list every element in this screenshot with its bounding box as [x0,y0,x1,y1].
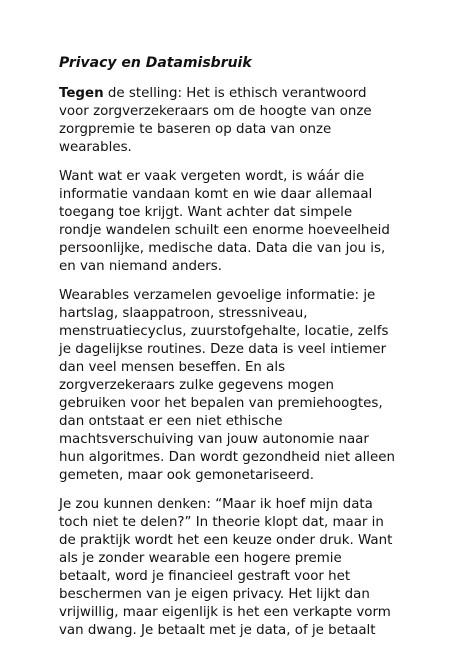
text-line: hun algoritmes. Dan wordt gezondheid niet alleen [59,450,395,465]
text-line: Want wat er vaak vergeten wordt, is wáár die [59,169,365,184]
paragraph-choice [59,496,459,640]
text-fragment: de stelling: Het is ethisch verantwoord [103,86,367,101]
text-line: wearables. [59,140,132,155]
text-line: toegang toe krijgt. Want achter dat simpele [59,205,353,220]
text-line: voor zorgverzekeraars om de hoogte van onze [59,104,372,119]
text-line: en van niemand anders. [59,259,222,274]
paragraph-wearables [59,287,459,485]
text-line: dan veel mensen beseffen. En als [59,360,286,375]
text-line: je dagelijkse routines. Deze data is veel intiemer [59,342,387,357]
text-line: dan ontstaat er een niet ethische [59,414,283,429]
text-line: rondje wandelen schuilt een enorme hoeveelheid [59,223,390,238]
text-line [59,85,459,103]
text-line: vrijwillig, maar eigenlijk is het een verkapte vorm [59,605,391,620]
text-line: persoonlijke, medische data. Data die van jou is, [59,241,386,256]
paragraph-origin [59,168,459,276]
text-line: als je zonder wearable een hogere premie [59,551,342,566]
text-line: van dwang. Je betaalt met je data, of je betaalt [59,623,376,638]
text-line: gemeten, maar ook gemonetariseerd. [59,468,314,483]
text-line: toch niet te delen?” In theorie klopt dat, maar in [59,515,384,530]
document-title: Privacy en Datamisbruik [59,55,252,71]
text-line: betaalt, word je financieel gestraft voor het [59,569,351,584]
text-line: informatie vandaan komt en wie daar allemaal [59,187,373,202]
document-page [59,54,459,651]
text-line: Wearables verzamelen gevoelige informatie: je [59,288,376,303]
text-line: menstruatiecyclus, zuurstofgehalte, locatie, zelfs [59,324,389,339]
stance-label: Tegen [59,86,104,101]
text-line: de praktijk wordt het een keuze onder druk. Want [59,533,393,548]
text-line: hartslag, slaappatroon, stressniveau, [59,306,308,321]
text-line: beschermen van je eigen privacy. Het lijkt dan [59,587,370,602]
paragraph-stance [59,85,459,157]
text-line: Je zou kunnen denken: “Maar ik hoef mijn data [59,497,373,512]
text-line: gebruiken voor het bepalen van premiehoogtes, [59,396,383,411]
text-line: zorgverzekeraars zulke gegevens mogen [59,378,334,393]
text-line: machtsverschuiving van jouw autonomie naar [59,432,369,447]
text-line: zorgpremie te baseren op data van onze [59,122,332,137]
